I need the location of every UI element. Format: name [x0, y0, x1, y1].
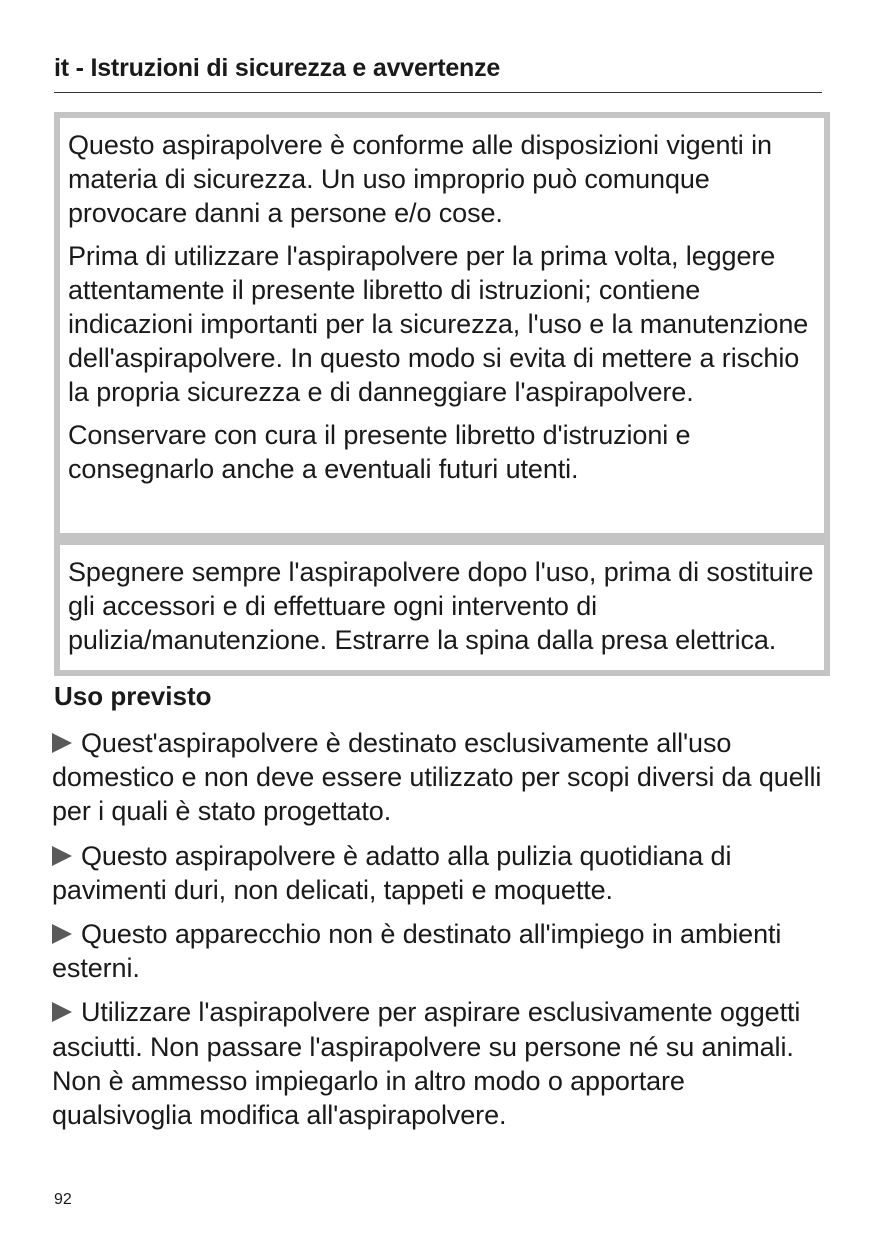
warning-notice-box — [54, 539, 830, 676]
intended-use-list — [52, 726, 827, 1142]
triangle-bullet-icon — [52, 733, 72, 753]
triangle-bullet-icon — [52, 846, 72, 866]
header-divider — [54, 92, 822, 93]
triangle-bullet-icon — [52, 1002, 72, 1022]
page-number: 92 — [54, 1191, 72, 1208]
safety-notice-box — [54, 112, 830, 539]
list-item — [52, 995, 827, 1132]
safety-paragraph-1: Questo aspirapolvere è conforme alle disposizioni vigenti in materia di sicurezza. Un uso improprio può comunque provocare danni a persone e/o cose. — [68, 130, 772, 229]
safety-paragraph-2: Prima di utilizzare l'aspirapolvere per la prima volta, leggere attentamente il presente libretto di istruzioni; contiene indicazioni importanti per la sicurezza, l'uso e la manutenzione dell'aspirapolvere. In questo modo si evita di mettere a rischio la propria sicurezza e di danneggiare l'aspirapolvere. — [68, 240, 809, 408]
list-item-text: Questo aspirapolvere è adatto alla pulizia quotidiana di pavimenti duri, non delicati, tappeti e moquette. — [52, 840, 732, 905]
list-item — [52, 839, 827, 907]
list-item — [52, 917, 827, 985]
list-item-text: Utilizzare l'aspirapolvere per aspirare esclusivamente oggetti asciutti. Non passare l'aspirapolvere su persone né su animali. Non è ammesso impiegarlo in altro modo o apportare qualsivoglia modifica all'aspirapolvere. — [52, 997, 801, 1131]
list-item — [52, 726, 827, 829]
warning-text: Spegnere sempre l'aspirapolvere dopo l'uso, prima di sostituire gli accessori e di effettuare ogni intervento di pulizia/manutenzione. Estrarre la spina dalla presa elettrica. — [68, 557, 814, 656]
list-item-text: Quest'aspirapolvere è destinato esclusivamente all'uso domestico e non deve essere utilizzato per scopi diversi da quelli per i quali è stato progettato. — [52, 728, 822, 827]
triangle-bullet-icon — [52, 924, 72, 944]
safety-paragraph-3: Conservare con cura il presente libretto d'istruzioni e consegnarlo anche a eventuali futuri utenti. — [68, 419, 691, 484]
section-title-intended-use: Uso previsto — [54, 681, 212, 711]
list-item-text: Questo apparecchio non è destinato all'impiego in ambienti esterni. — [52, 919, 782, 984]
page-header-title: it - Istruzioni di sicurezza e avvertenze — [54, 54, 501, 82]
